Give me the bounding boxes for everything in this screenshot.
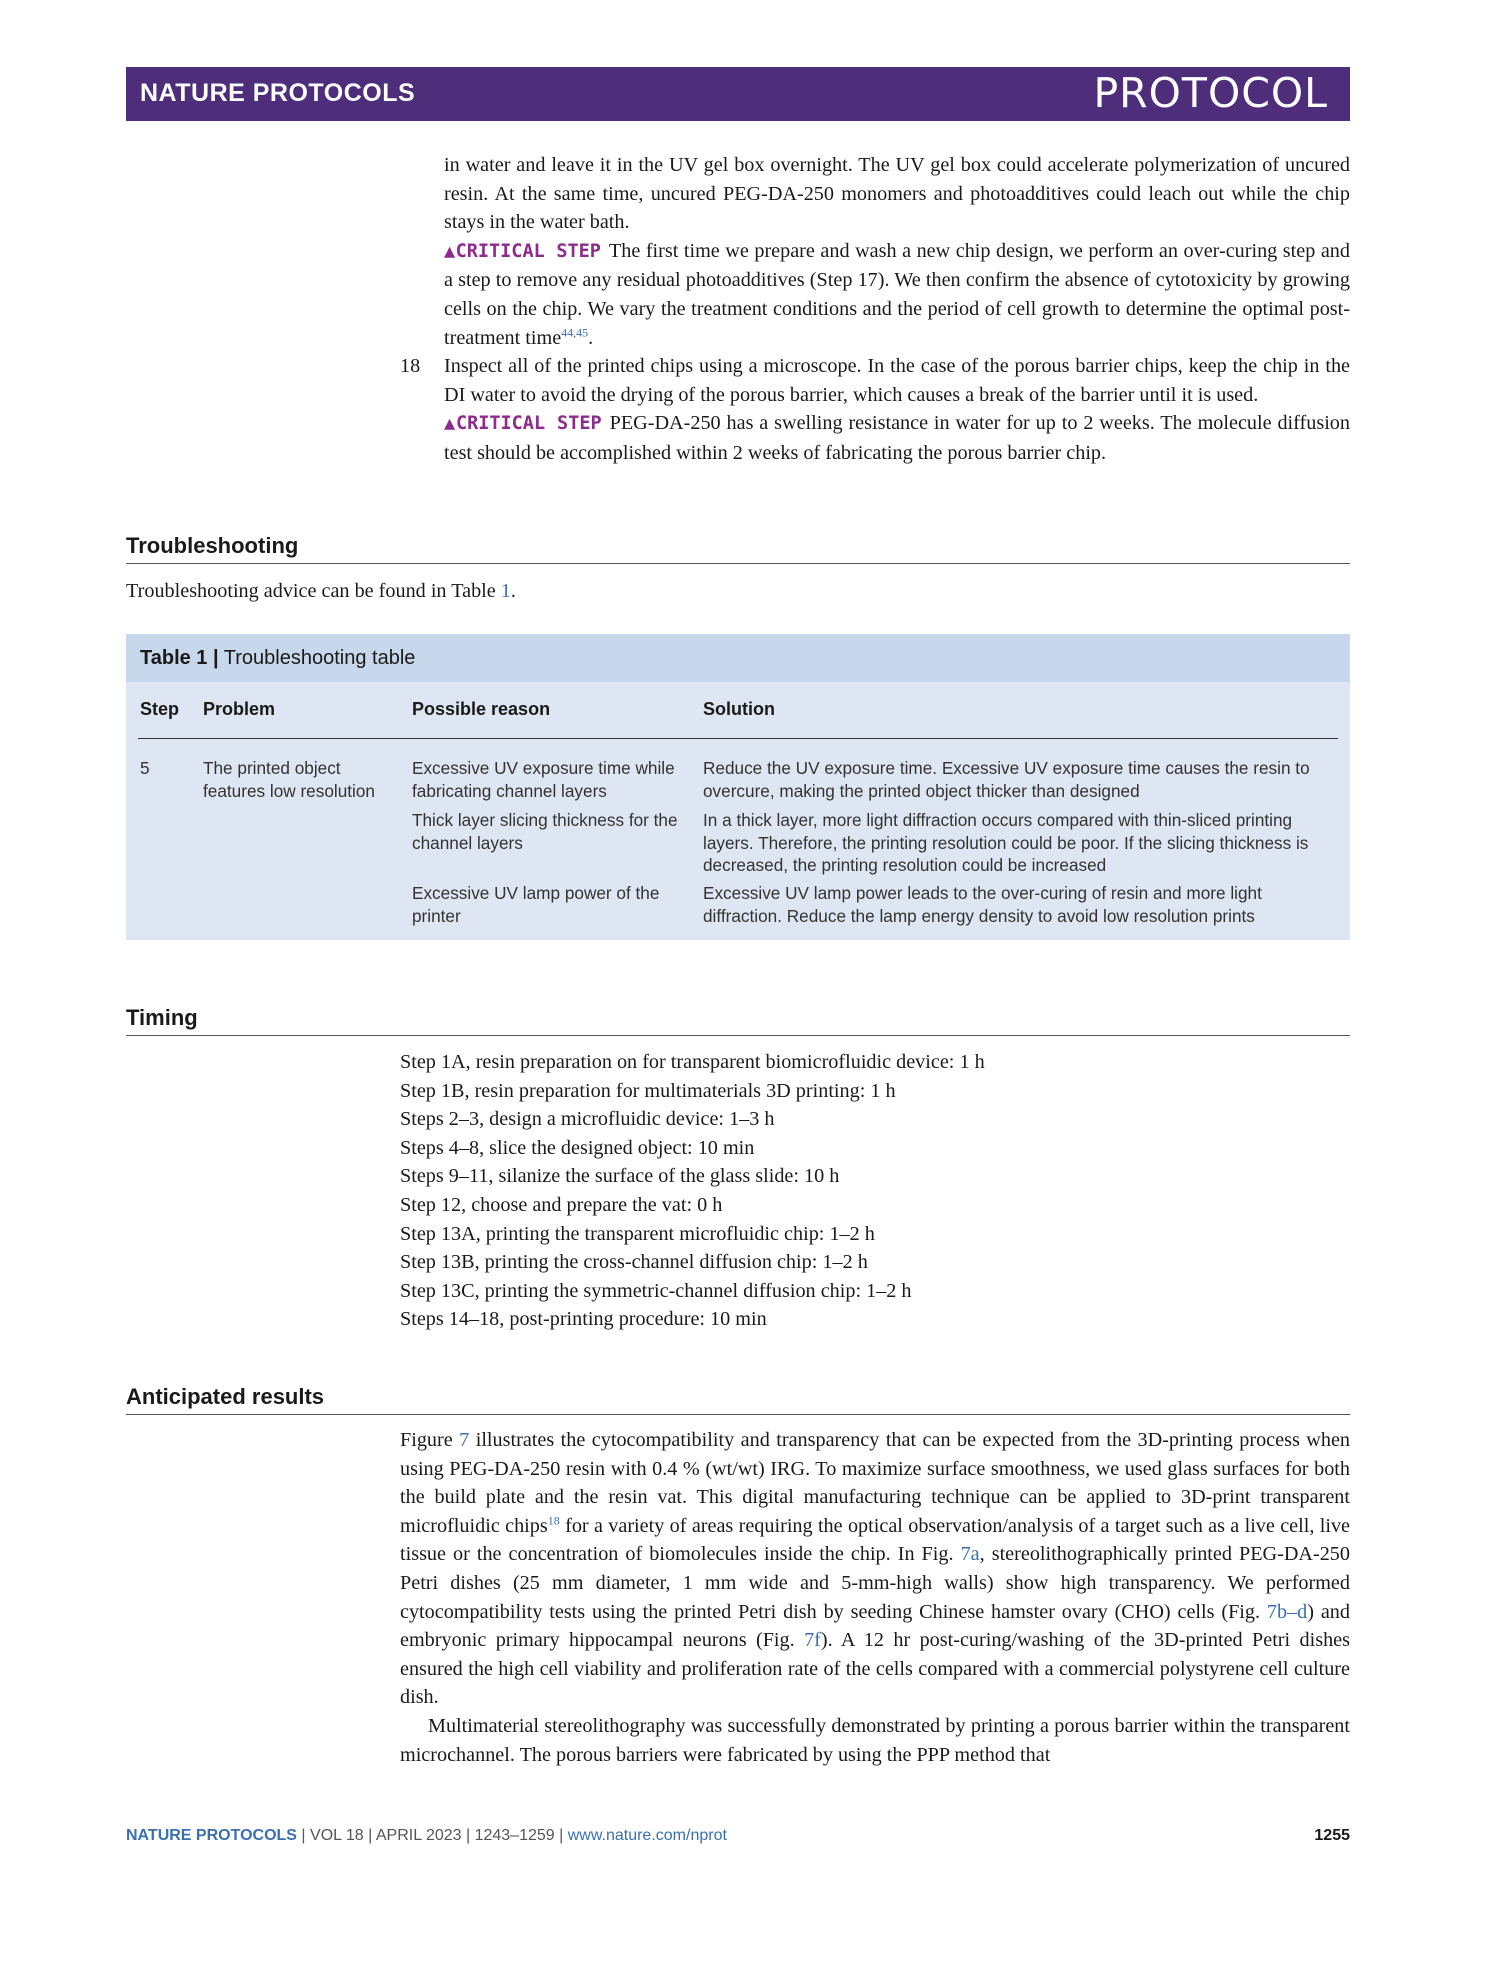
critical-step-label: ▲CRITICAL STEP — [444, 413, 602, 435]
table-title — [126, 634, 1350, 682]
critical-step-1-text: The first time we prepare and wash a new chip design, we perform an over-curing step and a step to remove any residual photoadditives (Step 17). We then confirm the absence of cytotoxicity by growing cells on the chip. We vary the treatment conditions and the period of cell growth to determine the optimal post-treatment time — [444, 239, 1350, 349]
fig-7-link[interactable]: 7 — [459, 1429, 470, 1451]
critical-step-label: ▲CRITICAL STEP — [444, 240, 601, 262]
footer-date: APRIL 2023 — [375, 1827, 462, 1844]
step-17-text: in water and leave it in the UV gel box overnight. The UV gel box could accelerate polymerization of uncured resin. At the same time, uncured PEG-DA-250 monomers and photoadditives could leach out while the chip stays in the water bath. — [444, 154, 1350, 234]
timing-item: Steps 2–3, design a microfluidic device: 1–3 h — [400, 1108, 775, 1131]
footer-volume: VOL 18 — [310, 1827, 364, 1844]
cell-solution-3: Excessive UV lamp power leads to the over-curing of resin and more light diffraction. Reduce the lamp energy density to avoid low resolution prints — [703, 883, 1262, 926]
citation-18[interactable]: 18 — [547, 1513, 560, 1528]
timing-item: Steps 9–11, silanize the surface of the glass slide: 10 h — [400, 1165, 840, 1188]
critical-step-2 — [400, 409, 1350, 467]
table-title-text: Troubleshooting table — [223, 647, 416, 669]
separator: | — [554, 1827, 568, 1844]
fig-7b-d-link[interactable]: 7b–d — [1266, 1600, 1308, 1623]
text-run: , stereolithographically printed PEG-DA-250 Petri dishes (25 mm diameter, 1 mm wide and 5-mm-high walls) show high transparency. We performed cytocompatibility tests using the printed Petri dish by seeding Chinese hamster ovary (CHO) cells (Fig. — [400, 1543, 1350, 1623]
timing-item: Step 1B, resin preparation for multimaterials 3D printing: 1 h — [400, 1079, 896, 1102]
text-run: Figure — [400, 1429, 460, 1451]
col-header-problem: Problem — [203, 699, 276, 719]
page-footer — [126, 1827, 1350, 1845]
cell-solution-2: In a thick layer, more light diffraction occurs compared with thin-sliced printing layers. Therefore, the printing resolution could be poor. If the slicing thickness is decreased, the printing resolution could be increased — [703, 810, 1309, 875]
citation-44-45[interactable]: 44,45 — [561, 324, 589, 339]
anticipated-results-heading: Anticipated results — [126, 1384, 1350, 1415]
separator: | — [363, 1827, 376, 1844]
troubleshooting-heading: Troubleshooting — [126, 533, 1350, 564]
anticipated-results-text — [400, 1426, 1350, 1769]
results-paragraph-1 — [400, 1426, 1350, 1712]
col-header-step: Step — [140, 699, 180, 719]
cell-step: 5 — [140, 758, 150, 778]
critical-step-2-text: PEG-DA-250 has a swelling resistance in water for up to 2 weeks. The molecule diffusion test should be accomplished within 2 weeks of fabricating the porous barrier chip. — [444, 412, 1350, 464]
cell-reason-1: Excessive UV exposure time while fabricating channel layers — [412, 758, 675, 801]
troubleshooting-text — [126, 577, 516, 606]
timing-item: Step 12, choose and prepare the vat: 0 h — [400, 1193, 723, 1216]
text-run: ) and embryonic primary hippocampal neurons (Fig. — [400, 1600, 1350, 1652]
step-18-text: Inspect all of the printed chips using a microscope. In the case of the porous barrier chips, keep the chip in the DI water to avoid the drying of the porous barrier, which causes a break of the barrier until it is used. — [444, 355, 1350, 406]
cell-problem: The printed object features low resolution — [203, 758, 375, 801]
text-run: for a variety of areas requiring the optical observation/analysis of a target such as a live cell, live tissue or the concentration of biomolecules inside the chip. In Fig. — [400, 1514, 1351, 1566]
separator: | — [461, 1827, 475, 1844]
table-label: Table 1 | — [140, 647, 219, 669]
step-18 — [400, 352, 1350, 409]
troubleshooting-sentence: Troubleshooting advice can be found in Table — [126, 580, 501, 602]
text-run: illustrates the cytocompatibility and transparency that can be expected from the 3D-printing process when using PEG-DA-250 resin with 0.4 % (wt/wt) IRG. To maximize surface smoothness, we used glass surfaces for both the build plate and the resin vat. This digital manufacturing technique can be applied to 3D-print transparent microfluidic chips — [400, 1429, 1350, 1537]
step-number: 18 — [400, 355, 421, 378]
fig-7f-link[interactable]: 7f — [804, 1629, 821, 1652]
footer-pages: 1243–1259 — [474, 1827, 555, 1844]
footer-url[interactable]: www.nature.com/nprot — [567, 1827, 727, 1844]
page-number: 1255 — [1314, 1827, 1350, 1844]
timing-item: Step 13B, printing the cross-channel diffusion chip: 1–2 h — [400, 1251, 868, 1274]
col-header-reason: Possible reason — [412, 699, 551, 719]
troubleshooting-table — [126, 634, 1350, 940]
journal-banner — [126, 67, 1350, 121]
timing-item: Step 13C, printing the symmetric-channel diffusion chip: 1–2 h — [400, 1279, 912, 1302]
article-type: PROTOCOL — [1093, 69, 1328, 117]
procedure-steps — [400, 151, 1350, 468]
table-1-link[interactable]: 1 — [500, 580, 511, 602]
table-rule — [138, 738, 1338, 739]
cell-reason-3: Excessive UV lamp power of the printer — [412, 883, 660, 926]
timing-item: Step 1A, resin preparation on for transparent biomicrofluidic device: 1 h — [400, 1051, 985, 1073]
separator: | — [296, 1827, 311, 1844]
text-run: ). A 12 hr post-curing/washing of the 3D-printed Petri dishes ensured the high cell viability and proliferation rate of the cells compared with a commercial polystyrene cell culture dish. — [400, 1629, 1350, 1709]
timing-list — [400, 1048, 985, 1334]
timing-item: Steps 4–8, slice the designed object: 10 min — [400, 1136, 755, 1159]
col-header-solution: Solution — [703, 699, 775, 719]
cell-reason-2: Thick layer slicing thickness for the channel layers — [412, 810, 678, 853]
cell-solution-1: Reduce the UV exposure time. Excessive UV exposure time causes the resin to overcure, making the printed object thicker than designed — [703, 758, 1310, 801]
step-17-continued — [400, 151, 1350, 237]
timing-item: Steps 14–18, post-printing procedure: 10 min — [400, 1308, 767, 1331]
critical-step-1: ▲CRITICAL STEP The first time we prepare and wash a new chip design, we perform an over-curing step and a step to remove any residual photoadditives (Step 17). We then confirm the absence of cytotoxicity by growing cells on the chip. We vary the treatment conditions and the period of cell growth to determine the optimal post-treatment time$^{44,45}$. — [444, 239, 1350, 349]
fig-7a-link[interactable]: 7a — [960, 1543, 980, 1566]
timing-item: Step 13A, printing the transparent microfluidic chip: 1–2 h — [400, 1222, 875, 1245]
results-paragraph-2: Multimaterial stereolithography was successfully demonstrated by printing a porous barrier within the transparent microchannel. The porous barriers were fabricated by using the PPP method that — [400, 1714, 1350, 1766]
period: . — [510, 580, 516, 602]
timing-heading: Timing — [126, 1005, 1350, 1036]
footer-journal: NATURE PROTOCOLS — [126, 1827, 297, 1844]
journal-name: NATURE PROTOCOLS — [140, 79, 416, 107]
